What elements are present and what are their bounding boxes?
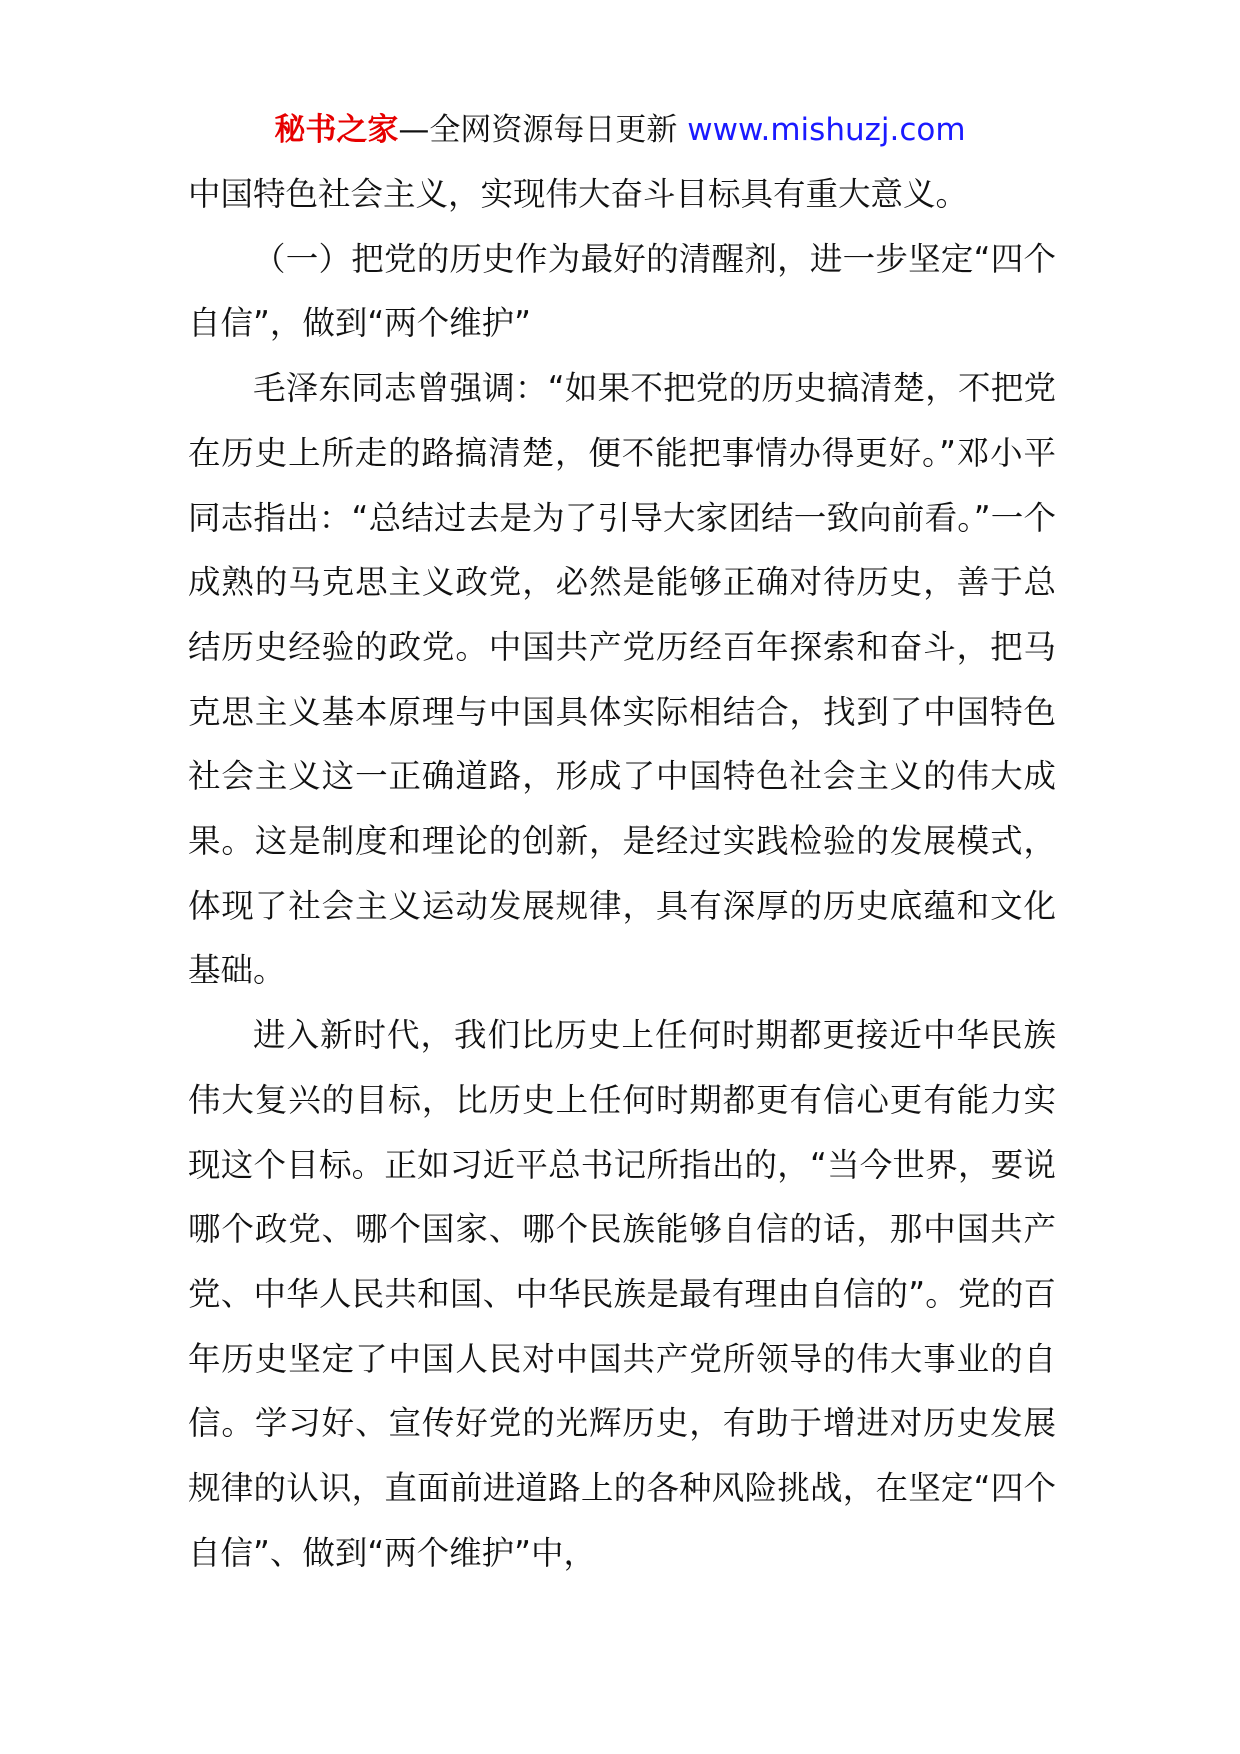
section-heading: （一）把党的历史作为最好的清醒剂，进一步坚定“四个自信”，做到“两个维护”	[188, 239, 1056, 343]
paragraph: 进入新时代，我们比历史上任何时期都更接近中华民族伟大复兴的目标，比历史上任何时期都更有信心更有能力实现这个目标。正如习近平总书记所指出的，“当今世界，要说哪个政党、哪个国家、哪个民族能够自信的话，那中国共产党、中华人民共和国、中华民族是最有理由自信的”。党的百年历史坚定了中国人民对中国共产党所领导的伟大事业的自信。学习好、宣传好党的光辉历史，有助于增进对历史发展规律的认识，直面前进道路上的各种风险挑战，在坚定“四个自信”、做到“两个维护”中，	[188, 1016, 1056, 1572]
brand-name: 秘书之家	[274, 112, 399, 148]
site-url-link[interactable]: www.mishuzj.com	[687, 112, 966, 148]
document-body	[188, 162, 1056, 1585]
paragraph: 毛泽东同志曾强调：“如果不把党的历史搞清楚，不把党在历史上所走的路搞清楚，便不能把事情办得更好。”邓小平同志指出：“总结过去是为了引导大家团结一致向前看。”一个成熟的马克思主义政党，必然是能够正确对待历史，善于总结历史经验的政党。中国共产党历经百年探索和奋斗，把马克思主义基本原理与中国具体实际相结合，找到了中国特色社会主义这一正确道路，形成了中国特色社会主义的伟大成果。这是制度和理论的创新，是经过实践检验的发展模式，体现了社会主义运动发展规律，具有深厚的历史底蕴和文化基础。	[188, 369, 1056, 990]
watermark-header	[0, 100, 1240, 160]
header-tagline: —全网资源每日更新	[398, 112, 688, 148]
paragraph-continuation: 中国特色社会主义，实现伟大奋斗目标具有重大意义。	[188, 175, 969, 213]
